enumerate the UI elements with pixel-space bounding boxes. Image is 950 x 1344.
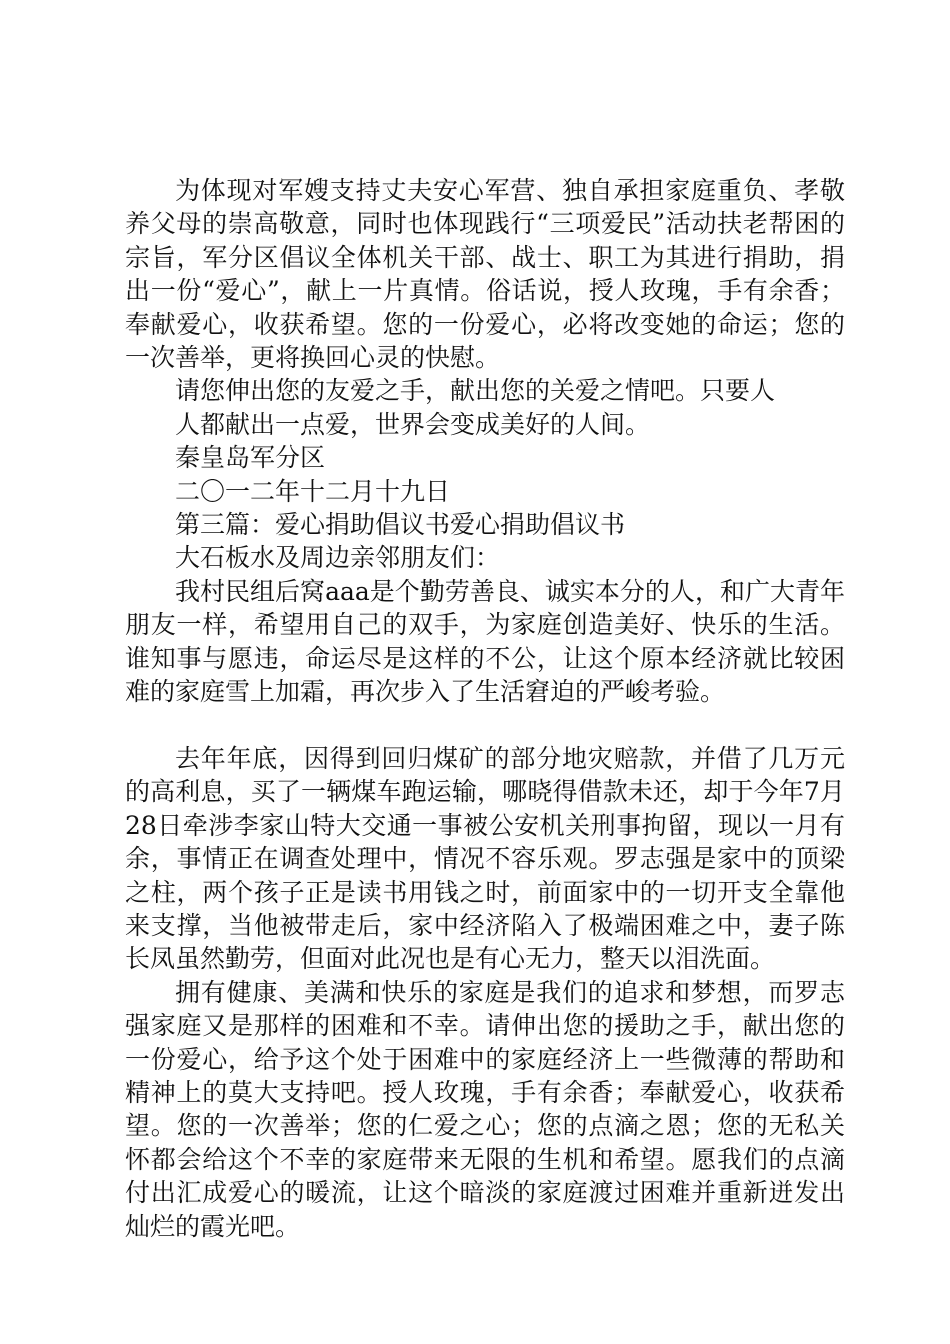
document-body	[125, 174, 845, 1243]
paragraph-extend-hand: 请您伸出您的友爱之手，献出您的关爱之情吧。只要人	[175, 376, 776, 406]
paragraph-villager-intro: 我村民组后窝aaa是个勤劳善良、诚实本分的人，和广大青年朋友一样，希望用自己的双手，为家庭创造美好、快乐的生活。谁知事与愿违，命运尽是这样的不公，让这个原本经济就比较困难的家庭雪上加霜，再次步入了生活窘迫的严峻考验。	[125, 576, 845, 707]
paragraph-closing-appeal: 拥有健康、美满和快乐的家庭是我们的追求和梦想，而罗志强家庭又是那样的困难和不幸。请伸出您的援助之手，献出您的一份爱心，给予这个处于困难中的家庭经济上一些微薄的帮助和精神上的莫大支持吧。授人玫瑰，手有余香；奉献爱心，收获希望。您的一次善举；您的仁爱之心；您的点滴之恩；您的无私关怀都会给这个不幸的家庭带来无限的生机和希望。愿我们的点滴付出汇成爱心的暖流，让这个暗淡的家庭渡过困难并重新迸发出灿烂的霞光吧。	[125, 977, 845, 1241]
signature-date: 二〇一二年十二月十九日	[175, 476, 451, 506]
paragraph-military-wife-appeal: 为体现对军嫂支持丈夫安心军营、独自承担家庭重负、孝敬养父母的崇高敬意，同时也体现践行“三项爱民”活动扶老帮困的宗旨，军分区倡议全体机关干部、战士、职工为其进行捐助，捐出一份“爱心”，献上一片真情。俗话说，授人玫瑰，手有余香；奉献爱心，收获希望。您的一份爱心，必将改变她的命运；您的一次善举，更将换回心灵的快慰。	[125, 176, 845, 373]
paragraph-world-beautiful: 人都献出一点爱，世界会变成美好的人间。	[175, 409, 651, 439]
paragraph-incident-details: 去年年底，因得到回归煤矿的部分地灾赔款，并借了几万元的高利息，买了一辆煤车跑运输，哪晓得借款未还，却于今年7月28日牵涉李家山特大交通一事被公安机关刑事拘留，现以一月有余，事情正在调查处理中，情况不容乐观。罗志强是家中的顶梁之柱，两个孩子正是读书用钱之时，前面家中的一切开支全靠他来支撑，当他被带走后，家中经济陷入了极端困难之中，妻子陈长凤虽然勤劳，但面对此况也是有心无力，整天以泪洗面。	[125, 743, 845, 974]
signature-organization: 秦皇岛军分区	[175, 443, 326, 473]
section-heading-part-three: 第三篇：爱心捐助倡议书爱心捐助倡议书	[175, 510, 626, 540]
paragraph-gap	[125, 709, 845, 742]
salutation: 大石板水及周边亲邻朋友们：	[175, 543, 501, 573]
